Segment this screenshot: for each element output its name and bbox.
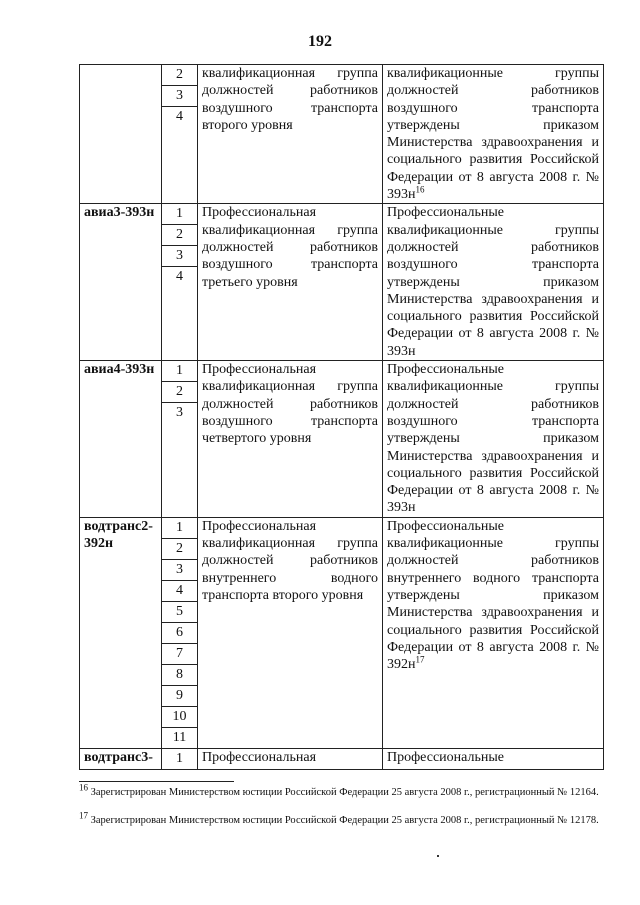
footnote-text: Зарегистрирован Министерством юстиции Российской Федерации 25 августа 2008 г., регистрационный № 12164. xyxy=(90,787,599,798)
level-number: 10 xyxy=(162,707,197,728)
group-name-text: Профессиональная квалификационная группа должностей работников воздушного транспорта четвертого уровня xyxy=(202,362,378,447)
table-row xyxy=(80,65,604,204)
footnote-mark: 17 xyxy=(79,810,88,821)
group-code: водтранс3- xyxy=(80,748,162,769)
level-number: 7 xyxy=(162,644,197,665)
legal-basis-text: Профессиональные квалификационные группы должностей работников воздушного транспорта утверждены приказом Министерства здравоохранения и социального развития Российской Федерации от 8 августа 2008 г. № 393н xyxy=(387,362,599,516)
table-row xyxy=(80,204,604,361)
level-number: 1 xyxy=(162,361,197,382)
level-number: 4 xyxy=(162,581,197,602)
level-number: 4 xyxy=(176,109,183,124)
level-number: 2 xyxy=(162,65,197,86)
page-number: 192 xyxy=(308,33,332,50)
level-number: 8 xyxy=(162,665,197,686)
qualification-levels xyxy=(162,65,198,204)
level-number: 5 xyxy=(162,602,197,623)
footnote-16 xyxy=(79,782,603,800)
group-name-text: квалификационная группа должностей работников воздушного транспорта второго уровня xyxy=(202,66,378,133)
group-name-text: Профессиональная квалификационная группа должностей работников воздушного транспорта третьего уровня xyxy=(202,205,378,290)
group-name xyxy=(198,517,383,748)
group-name-text: Профессиональная квалификационная группа должностей работников внутреннего водного транспорта второго уровня xyxy=(202,518,378,603)
level-number: 6 xyxy=(162,623,197,644)
group-code: авиа4-393н xyxy=(80,361,162,518)
legal-basis-text: Профессиональные квалификационные группы должностей работников внутреннего водного транспорта утверждены приказом Министерства здравоохранения и социального развития Российской Федерации от 8 августа 2008 г. № 392н xyxy=(387,518,599,673)
table-row xyxy=(80,517,604,748)
level-number: 1 xyxy=(176,750,183,766)
group-code xyxy=(80,65,162,204)
level-number: 2 xyxy=(162,225,197,246)
legal-basis xyxy=(383,361,604,518)
qualification-levels xyxy=(162,204,198,361)
qualification-levels xyxy=(162,361,198,518)
stray-dot xyxy=(437,855,439,857)
table-row xyxy=(80,361,604,518)
footnote-ref: 16 xyxy=(415,184,425,195)
group-name xyxy=(198,204,383,361)
legal-basis xyxy=(383,748,604,769)
qualification-groups-table xyxy=(79,64,604,770)
group-name xyxy=(198,65,383,204)
level-number: 2 xyxy=(162,382,197,403)
legal-basis xyxy=(383,204,604,361)
group-code: авиа3-393н xyxy=(80,204,162,361)
footnote-ref: 17 xyxy=(415,654,425,665)
group-name-text: Профессиональная xyxy=(202,749,317,765)
qualification-levels xyxy=(162,748,198,769)
level-number: 9 xyxy=(162,686,197,707)
level-number: 3 xyxy=(162,86,197,107)
footnote-text: Зарегистрирован Министерством юстиции Российской Федерации 25 августа 2008 г., регистрационный № 12178. xyxy=(90,815,599,826)
legal-basis-text: Профессиональные xyxy=(387,749,504,765)
level-number: 3 xyxy=(162,246,197,267)
level-number: 2 xyxy=(162,539,197,560)
footnote-separator xyxy=(79,781,234,782)
footnote-mark: 16 xyxy=(79,782,88,793)
level-number: 3 xyxy=(176,405,183,421)
group-code: водтранс2-392н xyxy=(80,517,162,748)
level-number: 4 xyxy=(176,269,183,285)
level-number: 3 xyxy=(162,560,197,581)
group-name xyxy=(198,748,383,769)
footnote-17 xyxy=(79,810,603,828)
qualification-levels xyxy=(162,517,198,748)
level-number: 11 xyxy=(172,729,187,745)
level-number: 1 xyxy=(162,204,197,225)
level-number: 1 xyxy=(162,518,197,539)
legal-basis xyxy=(383,65,604,204)
legal-basis xyxy=(383,517,604,748)
legal-basis-text: Профессиональные квалификационные группы должностей работников воздушного транспорта утверждены приказом Министерства здравоохранения и социального развития Российской Федерации от 8 августа 2008 г. № 393н xyxy=(387,205,599,359)
group-name xyxy=(198,361,383,518)
table-row xyxy=(80,748,604,769)
legal-basis-text: квалификационные группы должностей работников воздушного транспорта утверждены приказом Министерства здравоохранения и социального развития Российской Федерации от 8 августа 2008 г. № 393н xyxy=(387,66,599,203)
